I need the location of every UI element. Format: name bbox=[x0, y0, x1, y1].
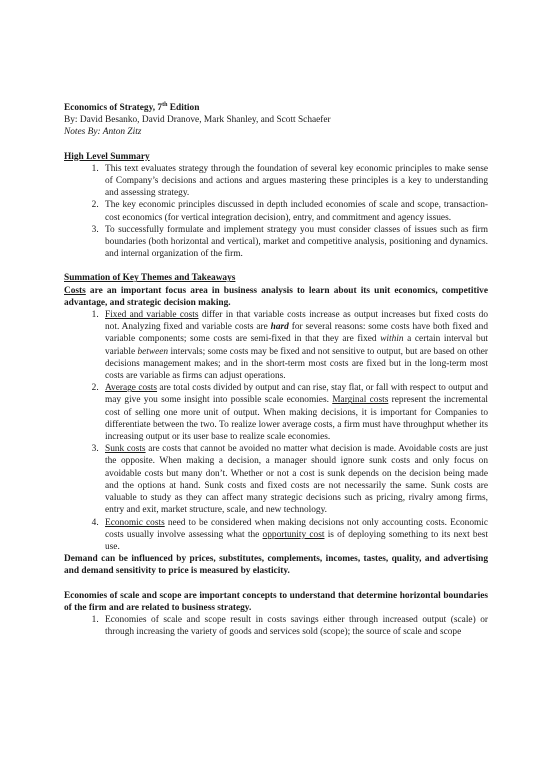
text-span: intervals; some costs may be fixed and not sensitive to output, but are based on other decisions management makes; and in the short-term most costs are fixed but in the long-term most costs are variable as firms can adjust operations. bbox=[105, 346, 488, 382]
text-span: need to be considered when making decisions not only accounting costs. Economic costs usually involve assessing what the bbox=[105, 517, 488, 540]
text-span: are total costs divided by output and can rise, stay flat, or fall with respect to output and may give you some insight into possible scale economies. bbox=[105, 383, 488, 406]
costs-intro bbox=[64, 285, 488, 309]
costs-intro-text: are an important focus area in business analysis to learn about its unit economics, competitive advantage, and strategic decision making. bbox=[64, 285, 488, 308]
text-span: is of deploying something to its next best use. bbox=[105, 529, 488, 552]
emphasis-between: between bbox=[137, 346, 169, 357]
text-span: for several reasons: some costs have both fixed and variable components; some costs are semi-fixed in that they are fixed bbox=[105, 322, 489, 345]
costs-item-economic bbox=[101, 517, 488, 554]
term-sunk-costs: Sunk costs bbox=[105, 444, 146, 455]
demand-paragraph: Demand can be influenced by prices, substitutes, complements, incomes, tastes, quality, and advertising and demand sensitivity to price is measured by elasticity. bbox=[64, 554, 488, 577]
costs-list bbox=[64, 309, 488, 553]
term-average-costs: Average costs bbox=[105, 383, 158, 394]
emphasis-within: within bbox=[380, 334, 404, 345]
text-span: represent the incremental cost of selling one more unit of output. When making decisions, it is important for Companies to differentiate between the two. To realize lower average costs, a firm must have throughput whether its increasing output or its user base to realize scale economies. bbox=[105, 395, 489, 443]
title-superscript: th bbox=[162, 101, 168, 108]
scale-list bbox=[64, 614, 488, 638]
document-content bbox=[64, 102, 488, 638]
term-economic-costs: Economic costs bbox=[105, 517, 165, 528]
summary-item: 3. To successfully formulate and implement strategy you must consider classes of issues such as firm boundaries (both horizontal and vertical), market and competitive analysis, positioning and dynamics. and internal organization of the firm. bbox=[101, 224, 488, 261]
themes-heading: Summation of Key Themes and Takeaways bbox=[64, 273, 236, 284]
summary-item: 1. This text evaluates strategy through the foundation of several key economic principles to make sense of Company’s decisions and actions and argues mastering these principles is a key to understanding and assessing strategy. bbox=[101, 163, 488, 200]
term-opportunity-cost: opportunity cost bbox=[262, 529, 325, 540]
title-suffix: Edition bbox=[167, 103, 200, 113]
costs-term: Costs bbox=[64, 285, 86, 296]
term-marginal-costs: Marginal costs bbox=[332, 395, 389, 406]
term-fixed-variable: Fixed and variable costs bbox=[105, 310, 199, 321]
authors-line: By: David Besanko, David Dranove, Mark Shanley, and Scott Schaefer bbox=[64, 115, 331, 126]
text-span: are costs that cannot be avoided no matter what decision is made. Avoidable costs are just the opposite. When making a decision, a manager should ignore sunk costs and only focus on avoidable costs but many don’t. Whether or not a cost is sunk depends on the decision being made and the options at hand. Sunk costs and fixed costs are not necessarily the same. Sunk costs are valuable to study as they can affect many strategic decisions such as pricing, rivalry among firms, entry and exit, market structure, scale, and new technology. bbox=[105, 444, 488, 516]
notes-line: Notes By: Anton Zitz bbox=[64, 127, 142, 138]
title-text: Economics of Strategy, 7 bbox=[64, 103, 163, 113]
summary-item: 2. The key economic principles discussed in depth included economies of scale and scope, transaction-cost economics (for vertical integration decision), entry, and commitment and agency issues. bbox=[101, 199, 488, 223]
scale-scope-paragraph: Economies of scale and scope are important concepts to understand that determine horizontal boundaries of the firm and are related to business strategy. bbox=[64, 590, 488, 613]
summary-heading: High Level Summary bbox=[64, 151, 150, 162]
costs-item-average bbox=[101, 382, 488, 443]
document-title bbox=[64, 102, 488, 114]
emphasis-hard: hard bbox=[270, 322, 289, 333]
text-span: a certain interval but variable bbox=[105, 334, 489, 357]
costs-item-sunk bbox=[101, 443, 488, 516]
scale-item: 1. Economies of scale and scope result in costs savings either through increased output (scale) or through increasing the variety of goods and services sold (scope); the source of scale and scope bbox=[101, 614, 488, 638]
summary-list bbox=[64, 163, 488, 261]
text-span: differ in that variable costs increase as output increases but fixed costs do not. Analyzing fixed and variable costs are bbox=[105, 310, 488, 333]
costs-item-fixed-variable bbox=[101, 309, 488, 382]
